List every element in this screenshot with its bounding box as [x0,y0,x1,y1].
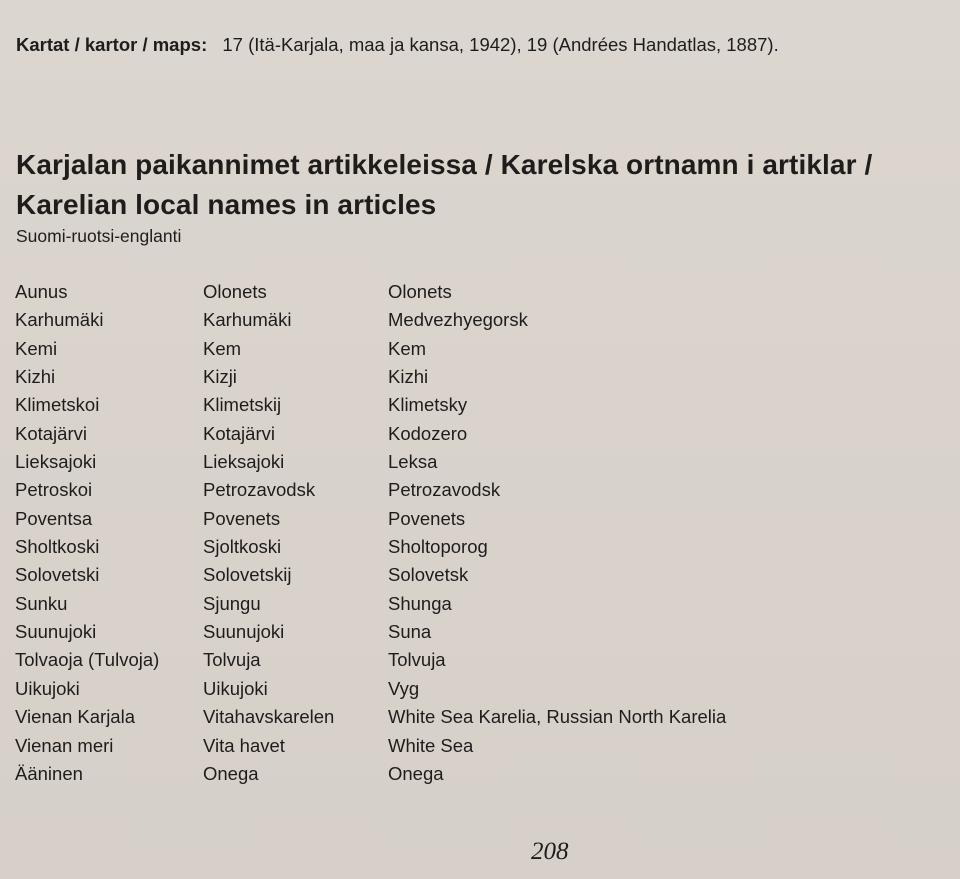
english-name: Kodozero [388,422,468,444]
swedish-name: Klimetskij [203,394,282,416]
english-name: Kem [388,337,427,359]
swedish-name: Onega [203,762,259,784]
english-name: Vyg [388,677,420,699]
table-row [0,309,960,337]
maps-text: 17 (Itä-Karjala, maa ja kansa, 1942), 19 (Andrées Handatlas, 1887). [222,34,779,55]
finnish-name: Tolvaoja (Tulvoja) [15,649,160,671]
finnish-name: Poventsa [15,507,93,529]
english-name: Kizhi [388,366,429,388]
english-name: White Sea Karelia, Russian North Karelia [388,706,727,728]
table-row [0,281,960,309]
page-title [16,145,960,225]
finnish-name: Vienan meri [15,734,114,756]
finnish-name: Sholtkoski [15,536,100,558]
page-number: 208 [531,838,569,865]
title-line-2: Karelian local names in articles [16,189,437,220]
swedish-name: Karhumäki [203,309,292,331]
subtitle: Suomi-ruotsi-englanti [16,226,182,246]
english-name: Sholtoporog [388,536,488,558]
swedish-name: Lieksajoki [203,451,285,473]
finnish-name: Solovetski [15,564,100,586]
finnish-name: Sunku [15,592,68,614]
swedish-name: Sjoltkoski [203,536,282,558]
english-name: Solovetsk [388,564,469,586]
table-row [0,735,960,763]
table-row [0,649,960,677]
maps-label: Kartat / kartor / maps: [16,34,208,55]
english-name: Medvezhyegorsk [388,309,528,331]
table-row [0,593,960,621]
table-row [0,451,960,479]
swedish-name: Tolvuja [203,649,261,671]
table-row [0,338,960,366]
swedish-name: Povenets [203,507,281,529]
swedish-name: Solovetskij [203,564,292,586]
english-name: Onega [388,762,444,784]
swedish-name: Vita havet [203,734,285,756]
swedish-name: Vitahavskarelen [203,706,335,728]
english-name: Tolvuja [388,649,446,671]
finnish-name: Suunujoki [15,621,97,643]
table-row [0,394,960,422]
english-name: Klimetsky [388,394,468,416]
english-name: Olonets [388,281,452,302]
table-row [0,763,960,791]
english-name: Suna [388,621,432,643]
swedish-name: Kotajärvi [203,422,275,444]
swedish-name: Sjungu [203,592,261,614]
finnish-name: Kotajärvi [15,422,87,444]
maps-reference [16,34,779,56]
finnish-name: Uikujoki [15,677,80,699]
table-row [0,536,960,564]
place-names-table [0,281,960,791]
table-row [0,621,960,649]
table-row [0,479,960,507]
english-name: White Sea [388,734,474,756]
table-row [0,423,960,451]
swedish-name: Olonets [203,281,267,302]
table-row [0,508,960,536]
swedish-name: Petrozavodsk [203,479,316,501]
table-row [0,564,960,592]
swedish-name: Uikujoki [203,677,268,699]
finnish-name: Kemi [15,337,58,359]
swedish-name: Kem [203,337,242,359]
table-row [0,706,960,734]
finnish-name: Petroskoi [15,479,93,501]
table-row [0,678,960,706]
english-name: Leksa [388,451,438,473]
finnish-name: Karhumäki [15,309,104,331]
english-name: Petrozavodsk [388,479,501,501]
finnish-name: Lieksajoki [15,451,97,473]
title-line-1: Karjalan paikannimet artikkeleissa / Karelska ortnamn i artiklar / [16,149,873,180]
finnish-name: Klimetskoi [15,394,100,416]
finnish-name: Ääninen [15,762,83,784]
finnish-name: Kizhi [15,366,56,388]
english-name: Povenets [388,507,466,529]
finnish-name: Aunus [15,281,68,302]
finnish-name: Vienan Karjala [15,706,135,728]
swedish-name: Kizji [203,366,237,388]
table-row [0,366,960,394]
swedish-name: Suunujoki [203,621,285,643]
english-name: Shunga [388,592,452,614]
